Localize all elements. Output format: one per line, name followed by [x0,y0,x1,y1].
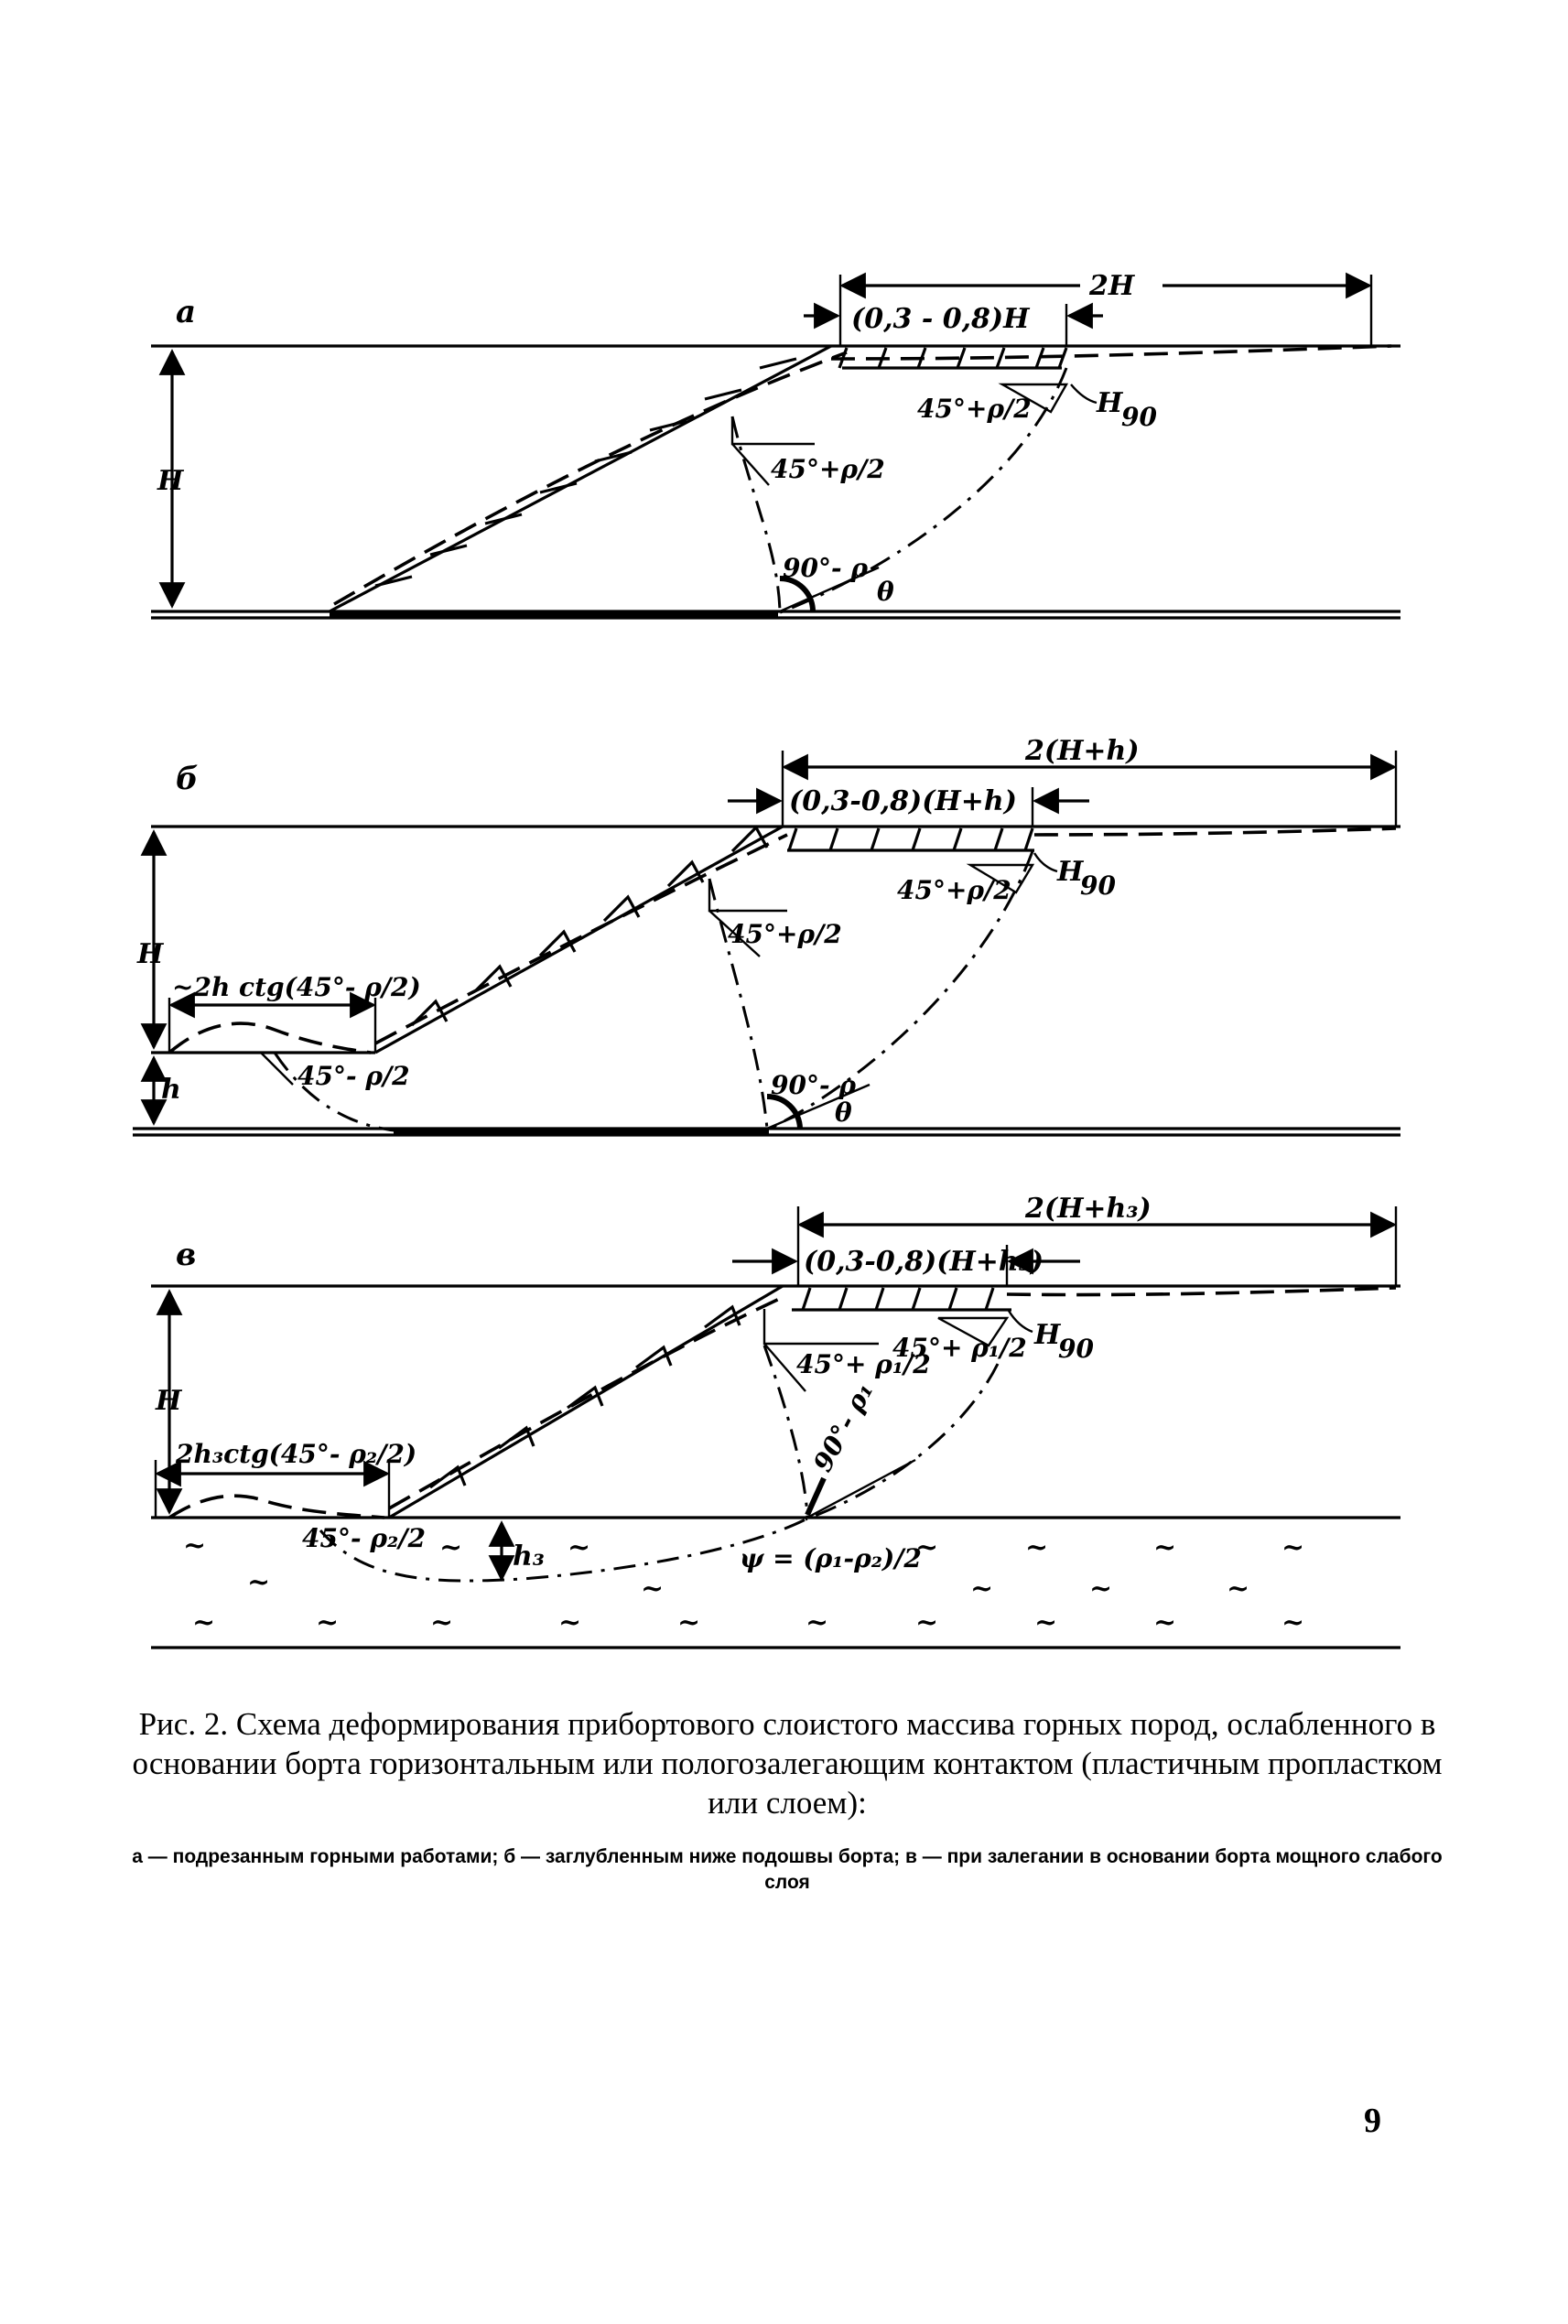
svg-text:~: ~ [247,1566,271,1598]
figure-caption: Рис. 2. Схема деформирования прибортового слоистого массива горных пород, ослабленного в основании борта горизонтальным или пологозалегающим контактом (пластичным пропластком или слоем): [132,1706,1443,1821]
panel-b-angle-right-label: 45°+ρ/2 [897,875,1011,905]
panel-a-slope [330,346,831,611]
svg-text:~: ~ [1034,1606,1058,1638]
panel-b-surface-settlement [1034,828,1396,835]
panel-a-angle-right-label: 45°+ρ/2 [917,394,1032,424]
panel-b-left-angle-label: 45°- ρ/2 [297,1061,410,1091]
page-number: 9 [1364,2102,1381,2140]
svg-text:~: ~ [677,1606,701,1638]
panel-c-slope [389,1286,783,1518]
svg-text:~: ~ [1281,1606,1305,1638]
svg-text:~: ~ [915,1531,939,1563]
svg-text:~: ~ [183,1530,207,1562]
panel-a-dim-2h-label: 2H [1089,270,1135,302]
svg-text:~: ~ [915,1606,939,1638]
panel-b-toe-angle-arc [767,1097,800,1129]
figure-legend: а — подрезанным горными работами; б — заглубленным ниже подошвы борта; в — при залегании в основании борта мощного слабого слоя [132,1846,1443,1893]
svg-text:~: ~ [558,1606,582,1638]
panel-c-h90-sub: 90 [1058,1334,1094,1364]
panel-c-surface-settlement [1007,1288,1396,1295]
svg-text:~: ~ [430,1606,454,1638]
panel-b-toe-angle-label: 90°- ρ [771,1070,856,1100]
panel-c-left-dim-label: 2h₃ctg(45°- ρ₂/2) [176,1439,417,1469]
svg-text:~: ~ [806,1606,829,1638]
panel-b-slip-surface-inner [709,879,767,1129]
svg-text:~: ~ [1153,1531,1177,1563]
panel-a-angle-mid-label: 45°+ρ/2 [771,454,885,484]
panel-a-deformed-slope [334,352,847,604]
panel-c-height-label: H [156,1385,182,1417]
panel-c-h90-label: H [1034,1319,1061,1351]
panel-c-toe-angle-label: 90°- ρ₁ [807,1377,880,1477]
panel-b-theta-label: θ [835,1097,852,1128]
panel-a-surface-settlement [831,346,1391,359]
panel-a-slip-surface-inner [732,416,780,611]
svg-text:~: ~ [1089,1573,1113,1605]
panel-c-angle-wedge-mid [764,1309,879,1344]
panel-a-height-label: H [157,465,184,497]
svg-text:~: ~ [192,1606,216,1638]
panel-a-h90-sub: 90 [1121,402,1157,432]
panel-b-angle-mid-label: 45°+ρ/2 [728,919,842,949]
panel-b-height-label: H [137,938,164,970]
svg-text:~: ~ [316,1606,340,1638]
panel-a [151,270,1400,618]
svg-text:~: ~ [641,1573,665,1605]
panel-c-left-angle-label: 45°- ρ₂/2 [302,1523,426,1553]
panel-c-top-ticks [792,1288,1011,1310]
panel-c-h3-label: h₃ [513,1540,545,1573]
panel-a-slope-arrows [375,359,796,586]
panel-c-angle-mid-label: 45°+ ρ₁/2 [796,1349,931,1379]
panel-b-angle-wedge-mid [709,879,787,911]
svg-text:~: ~ [1025,1531,1049,1563]
panel-c-letter: в [176,1237,197,1273]
panel-b-h90-label: H [1057,856,1084,888]
panel-b-h90-sub: 90 [1080,870,1116,901]
panel-c [151,1193,1400,1648]
svg-text:~: ~ [1281,1531,1305,1563]
panel-b-dim-2hh-label: 2(H+h) [1025,735,1140,767]
panel-b-h90-leader [1034,853,1057,871]
panel-b-slope-arrows [412,827,767,1025]
panel-b-top-dim-label: (0,3-0,8)(H+h) [789,785,1017,817]
panel-b-letter: б [176,761,199,797]
panel-a-top-dim-label: (0,3 - 0,8)H [851,303,1030,335]
panel-b-top-ticks [787,828,1034,850]
panel-a-theta-label: θ [877,577,894,607]
panel-b-h-label: h [161,1074,181,1106]
panel-a-h90-leader [1071,384,1097,403]
svg-text:~: ~ [1227,1573,1250,1605]
svg-text:~: ~ [568,1531,591,1563]
panel-a-h90-label: H [1097,387,1123,419]
panel-a-letter: а [176,294,197,330]
svg-text:~: ~ [1153,1606,1177,1638]
panel-b-heave [169,1023,371,1053]
panel-b-left-dim-label: ~2h ctg(45°- ρ/2) [172,972,421,1002]
svg-text:~: ~ [970,1573,994,1605]
panel-c-dim-2hh3-label: 2(H+h₃) [1025,1193,1152,1225]
panel-c-angle-right-label: 45°+ ρ₁/2 [892,1333,1027,1363]
panel-c-h90-leader [1009,1311,1033,1332]
svg-text:~: ~ [439,1531,463,1563]
panel-a-angle-wedge-mid [732,416,815,444]
panel-a-toe-angle-label: 90°- ρ [783,553,868,583]
panel-c-heave [169,1496,384,1518]
panel-b [133,735,1400,1135]
panel-c-psi-label: ψ = (ρ₁-ρ₂)/2 [740,1543,922,1573]
panel-c-top-dim-label: (0,3-0,8)(H+h₃) [804,1246,1044,1278]
